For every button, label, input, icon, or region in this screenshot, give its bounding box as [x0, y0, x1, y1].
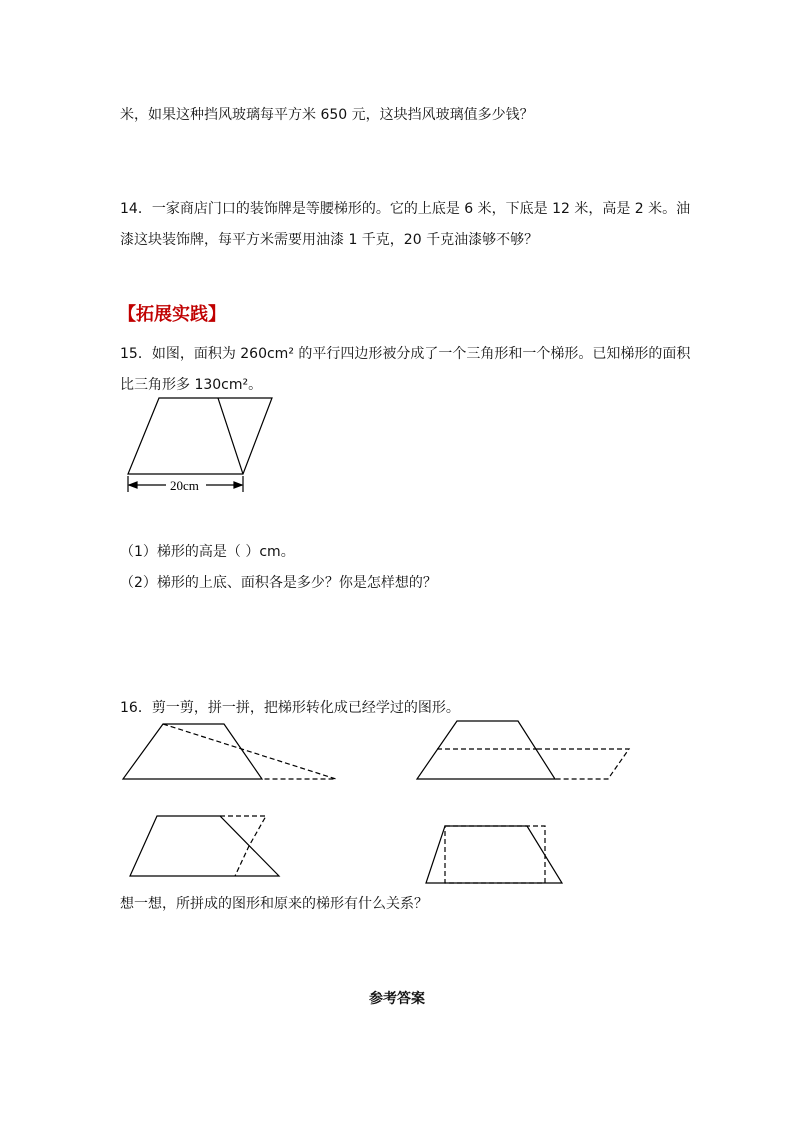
- q15-dim-arrow-right: [234, 482, 242, 488]
- q16-fig2-trapezoid: [417, 721, 555, 779]
- q15-subquestion-1: （1）梯形的高是（ ）cm。: [120, 544, 295, 560]
- q16-fig4-trapezoid: [426, 826, 562, 883]
- q16-text-line1: 16．剪一剪，拼一拼，把梯形转化成已经学过的图形。: [120, 700, 460, 716]
- q16-fig3-trapezoid: [130, 816, 279, 876]
- q16-text-line2: 想一想，所拼成的图形和原来的梯形有什么关系？: [120, 896, 428, 912]
- q14-text-line1: 14．一家商店门口的装饰牌是等腰梯形的。它的上底是 6 米，下底是 12 米，高是 2 米。油: [120, 201, 691, 217]
- q16-fig3-dashed-extension: [220, 816, 266, 876]
- q15-parallelogram: [128, 398, 272, 474]
- q16-figure-2: [417, 721, 629, 779]
- q16-fig2-dashed-extension: [537, 749, 629, 779]
- q16-figure-3: [130, 816, 279, 876]
- q15-text-line1: 15．如图，面积为 260cm² 的平行四边形被分成了一个三角形和一个梯形。已知梯形的面积: [120, 346, 691, 362]
- q13-continuation: 米，如果这种挡风玻璃每平方米 650 元，这块挡风玻璃值多少钱？: [120, 107, 534, 123]
- answer-title: 参考答案: [369, 991, 425, 1007]
- q15-subquestion-2: （2）梯形的上底、面积各是多少？你是怎样想的？: [120, 575, 437, 591]
- q16-figure-4: [426, 826, 562, 883]
- q15-text-line2: 比三角形多 130cm²。: [120, 377, 263, 393]
- q16-fig1-dashed-extension: [163, 724, 336, 779]
- q15-figure: [128, 398, 272, 492]
- q16-fig1-trapezoid: [123, 724, 262, 779]
- q15-dim-label: 20cm: [170, 478, 199, 493]
- q16-figure-1: [123, 724, 336, 779]
- q15-dim-arrow-left: [129, 482, 137, 488]
- section-title: 【拓展实践】: [118, 304, 226, 325]
- q16-fig4-dashed-rectangle: [445, 826, 545, 883]
- q14-text-line2: 漆这块装饰牌，每平方米需要用油漆 1 千克，20 千克油漆够不够？: [120, 232, 539, 248]
- q15-divider-line: [218, 398, 243, 474]
